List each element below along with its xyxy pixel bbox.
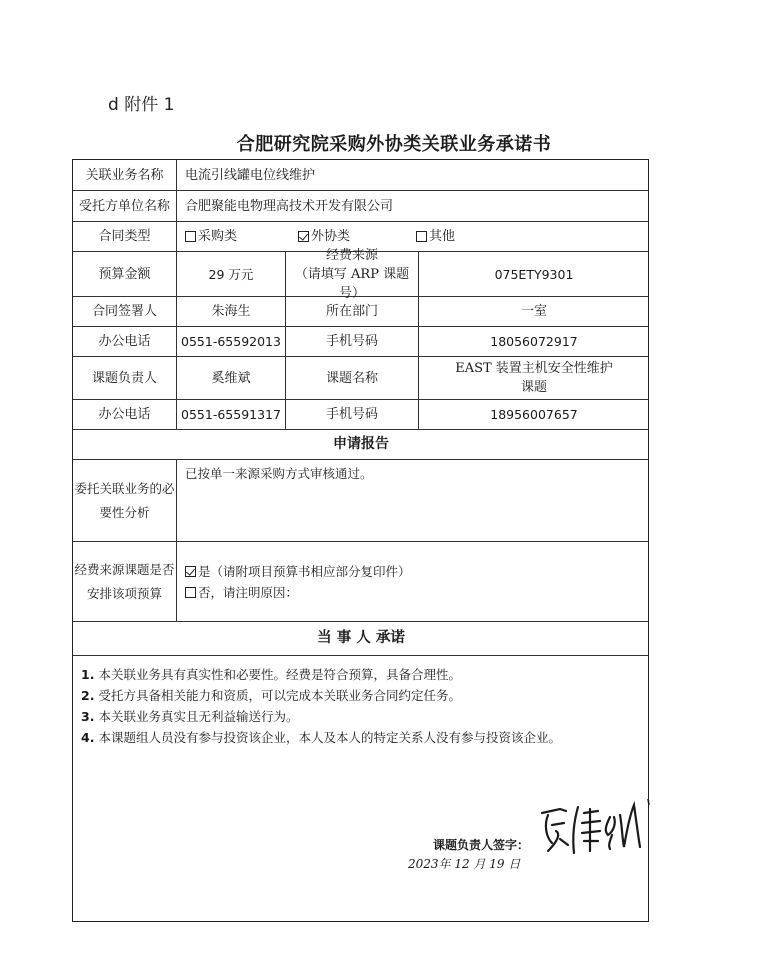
project-name-value-line2: 课题 (520, 380, 547, 395)
checkbox-purchase[interactable] (185, 231, 196, 242)
checkbox-outsourcing[interactable] (298, 231, 309, 242)
attachment-label: d 附件 1 (108, 95, 175, 115)
project-leader-value: 奚维斌 (177, 357, 286, 399)
office-phone2-label: 办公电话 (73, 400, 177, 429)
mobile2-value: 18956007657 (490, 407, 578, 422)
mobile-value: 18056072917 (490, 334, 578, 349)
budget-arranged-yes[interactable] (185, 561, 411, 582)
signature-label: 课题负责人签字： (433, 838, 530, 852)
mobile2-label: 手机号码 (286, 400, 419, 429)
row-budget-arranged (73, 542, 648, 622)
entrusted-unit-value: 合肥聚能电物理高技术开发有限公司 (185, 198, 394, 214)
document-title: 合肥研究院采购外协类关联业务承诺书 (236, 134, 552, 155)
budget-arranged-label-line2: 安排该项预算 (86, 585, 162, 601)
contract-type-purchase-label: 采购类 (198, 229, 238, 244)
department-label: 所在部门 (286, 297, 419, 326)
signer-label: 合同签署人 (73, 297, 177, 326)
budget-yes-label: 是（请附项目预算书相应部分复印件） (198, 563, 411, 579)
handwritten-signature (538, 795, 653, 865)
commitment-form-table (72, 159, 649, 922)
signer-value: 朱海生 (177, 297, 286, 326)
row-business-name (73, 160, 648, 191)
contract-type-outsourcing[interactable] (298, 227, 416, 246)
necessity-value: 已按单一来源采购方式审核通过。 (185, 466, 373, 481)
commitment-item: 1. 本关联业务具有真实性和必要性。经费是符合预算，具备合理性。 (81, 667, 461, 682)
project-name-value (419, 357, 649, 399)
project-name-label: 课题名称 (286, 357, 419, 399)
commitment-list (81, 664, 561, 748)
budget-arranged-label (73, 542, 177, 621)
budget-no-label: 否，请注明原因： (198, 584, 299, 600)
contract-type-other-label: 其他 (429, 229, 456, 244)
contract-type-options (177, 222, 649, 251)
row-commitment-body (73, 656, 648, 921)
commitment-item: 3. 本关联业务真实且无利益输送行为。 (81, 709, 299, 724)
contract-type-other[interactable] (416, 227, 455, 246)
department-value: 一室 (520, 304, 547, 319)
project-name-value-line1: EAST 装置主机安全性维护 (455, 361, 613, 376)
fund-source-label-line2: （请填写 ARP 课题号） (294, 266, 410, 301)
row-office-phone (73, 327, 648, 357)
signature-date: 2023年 12 月 19 日 (408, 857, 521, 871)
application-report-heading: 申请报告 (333, 436, 389, 452)
budget-label: 预算金额 (73, 252, 177, 296)
necessity-label (73, 460, 177, 541)
office-phone2-value: 0551-65591317 (177, 400, 286, 429)
commitment-item: 2. 受托方具备相关能力和资质，可以完成本关联业务合同约定任务。 (81, 688, 461, 703)
contract-type-label: 合同类型 (73, 222, 177, 251)
commitment-heading: 当 事 人 承诺 (317, 630, 405, 646)
fund-source-value: 075ETY9301 (494, 266, 574, 282)
business-name-label: 关联业务名称 (73, 160, 177, 190)
row-signer (73, 297, 648, 327)
fund-source-label (286, 247, 419, 301)
row-project-leader (73, 357, 648, 400)
office-phone-value: 0551-65592013 (177, 327, 286, 356)
row-office-phone-2 (73, 400, 648, 430)
entrusted-unit-label: 受托方单位名称 (73, 191, 177, 221)
business-name-value: 电流引线罐电位线维护 (185, 167, 316, 183)
budget-value: 29 万元 (177, 252, 286, 296)
contract-type-outsourcing-label: 外协类 (311, 229, 351, 244)
checkbox-no[interactable] (185, 587, 196, 598)
fund-source-label-line1: 经费来源 (325, 247, 378, 263)
row-budget (73, 247, 648, 301)
checkbox-yes[interactable] (185, 566, 196, 577)
necessity-label-line2: 要性分析 (99, 504, 150, 520)
budget-arranged-label-line1: 经费来源课题是否 (74, 561, 175, 577)
row-entrusted-unit (73, 191, 648, 222)
budget-arranged-no[interactable] (185, 582, 298, 603)
row-necessity (73, 460, 648, 542)
checkbox-other[interactable] (416, 231, 427, 242)
contract-type-purchase[interactable] (185, 227, 298, 246)
commitment-item: 4. 本课题组人员没有参与投资该企业，本人及本人的特定关系人没有参与投资该企业。 (81, 730, 561, 745)
mobile-label: 手机号码 (286, 327, 419, 356)
row-application-heading (73, 430, 648, 460)
project-leader-label: 课题负责人 (73, 357, 177, 399)
row-commitment-heading (73, 622, 648, 656)
necessity-label-line1: 委托关联业务的必 (74, 480, 175, 496)
office-phone-label: 办公电话 (73, 327, 177, 356)
budget-arranged-options (177, 542, 649, 621)
